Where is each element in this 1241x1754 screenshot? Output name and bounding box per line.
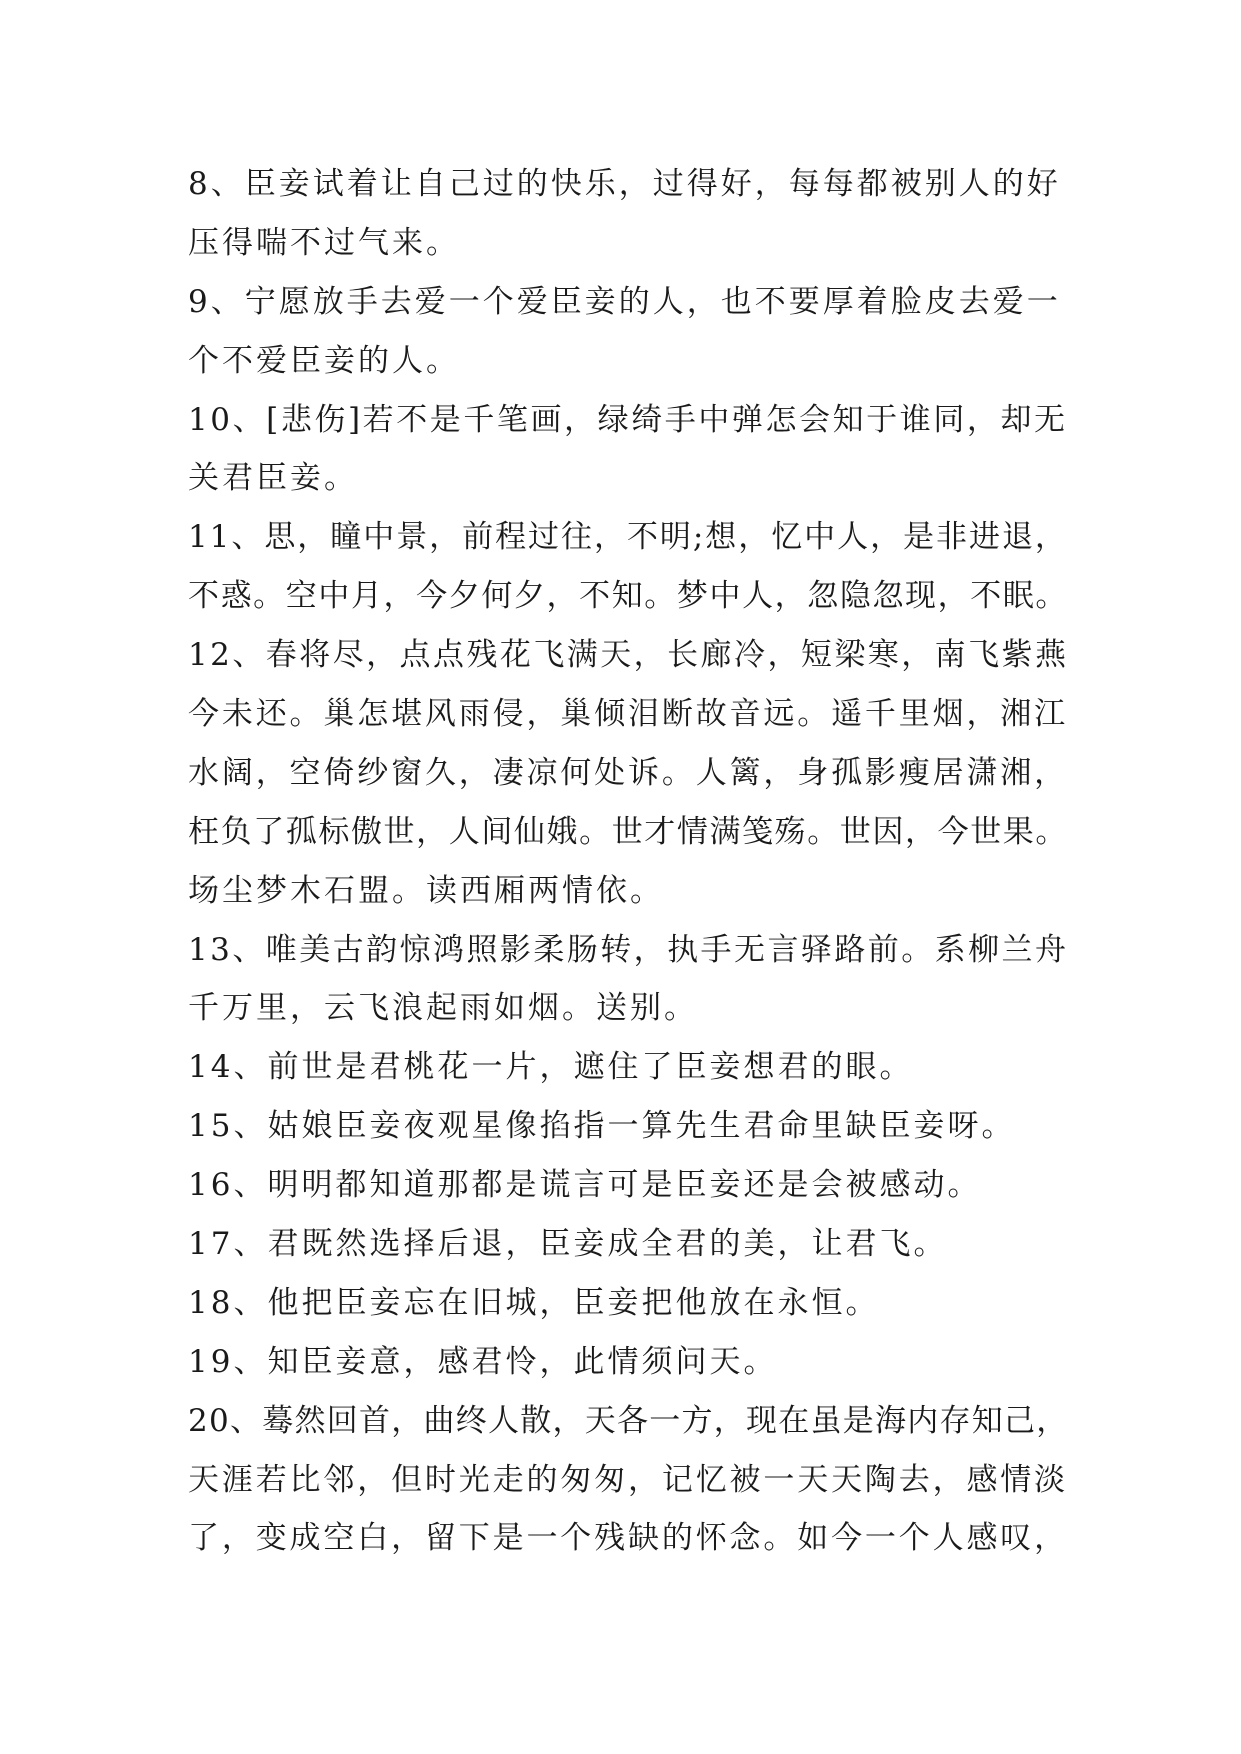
text-line: 19、知臣妾意，感君怜，此情须问天。	[188, 1343, 778, 1380]
text-line: 场尘梦木石盟。读西厢两情依。	[188, 872, 664, 909]
text-line: 个不爱臣妾的人。	[188, 342, 460, 379]
text-line: 13、唯美古韵惊鸿照影柔肠转，执手无言驿路前。系柳兰舟	[188, 931, 1069, 968]
text-line: 12、春将尽，点点残花飞满天，长廊冷，短梁寒，南飞紫燕	[188, 637, 1069, 674]
text-line: 11、思，瞳中景，前程过往，不明;想，忆中人，是非进退，	[188, 519, 1068, 556]
text-line: 关君臣妾。	[188, 460, 358, 497]
text-line: 水阔，空倚纱窗久，凄凉何处诉。人篱，身孤影瘦居潇湘，	[188, 754, 1068, 791]
text-line: 了，变成空白，留下是一个残缺的怀念。如今一个人感叹，	[188, 1520, 1068, 1557]
text-line: 压得喘不过气来。	[188, 224, 460, 261]
text-line: 20、蓦然回首，曲终人散，天各一方，现在虽是海内存知己，	[188, 1402, 1069, 1439]
text-line: 8、臣妾试着让自己过的快乐，过得好，每每都被别人的好	[188, 166, 1061, 202]
text-line: 9、宁愿放手去爱一个爱臣妾的人，也不要厚着脸皮去爱一	[188, 283, 1061, 320]
text-line: 今未还。巢怎堪风雨侵，巢倾泪断故音远。遥千里烟，湘江	[188, 696, 1068, 733]
text-line: 17、君既然选择后退，臣妾成全君的美，让君飞。	[188, 1226, 948, 1263]
text-line: 不惑。空中月，今夕何夕，不知。梦中人，忽隐忽现，不眠。	[188, 578, 1068, 615]
text-line: 15、姑娘臣妾夜观星像掐指一算先生君命里缺臣妾呀。	[188, 1108, 1016, 1145]
text-line: 16、明明都知道那都是谎言可是臣妾还是会被感动。	[188, 1167, 982, 1204]
text-line: 枉负了孤标傲世，人间仙娥。世才情满笺殇。世因，今世果。	[188, 813, 1068, 850]
document-page	[188, 155, 1068, 1568]
text-line: 14、前世是君桃花一片，遮住了臣妾想君的眼。	[188, 1049, 914, 1086]
text-line: 天涯若比邻，但时光走的匆匆，记忆被一天天陶去，感情淡	[188, 1461, 1068, 1498]
text-line: 千万里，云飞浪起雨如烟。送别。	[188, 990, 698, 1027]
text-line: 18、他把臣妾忘在旧城，臣妾把他放在永恒。	[188, 1284, 880, 1321]
text-line: 10、[悲伤]若不是千笔画，绿绮手中弹怎会知于谁同，却无	[188, 401, 1068, 438]
